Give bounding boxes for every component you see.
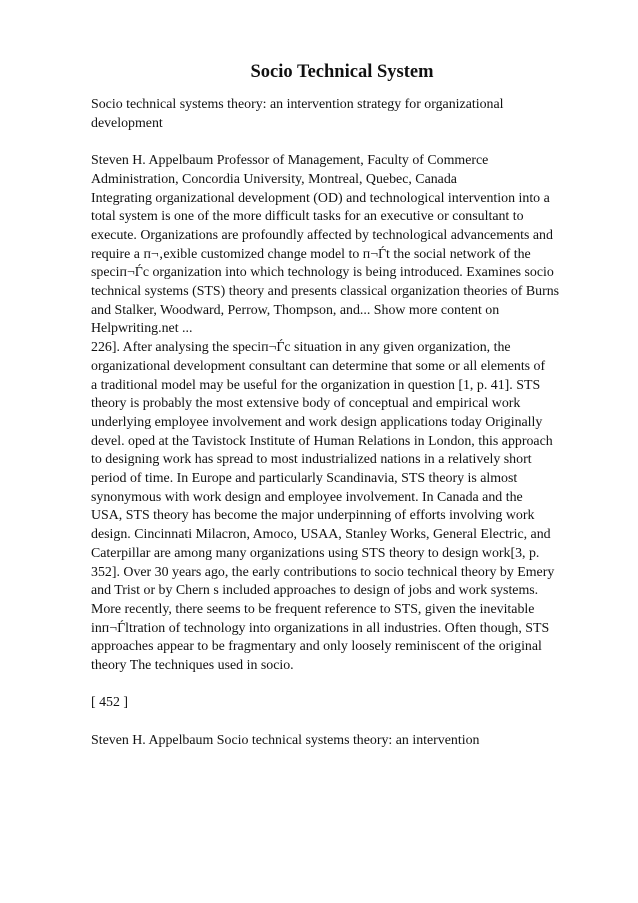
body-line: 226]. After analysing the speciп¬Ѓc situation in any given organization, the — [91, 340, 511, 356]
body-line: underlying employee involvement and work design applications today Originally — [91, 414, 543, 430]
footer-paragraph — [91, 732, 587, 751]
body-line: synonymous with work design and employee involvement. In Canada and the — [91, 489, 523, 505]
body-line: theory is probably the most extensive body of conceptual and empirical work — [91, 396, 521, 412]
body-line: USA, STS theory has become the major underpinning of efforts involving work — [91, 508, 535, 524]
subtitle-line: Socio technical systems theory: an intervention strategy for organizational — [91, 97, 504, 112]
page-marker-text: [ 452 ] — [91, 695, 129, 711]
body-line: total system is one of the more difficult tasks for an executive or consultant to — [91, 209, 524, 225]
body-line: approaches appear to be fragmentary and only loosely reminiscent of the original — [91, 639, 542, 655]
body-line: design. Cincinnati Milacron, Amoco, USAA, Stanley Works, General Electric, and — [91, 527, 551, 543]
body-line: Administration, Concordia University, Montreal, Quebec, Canada — [91, 171, 457, 187]
body-line: speciп¬Ѓc organization into which technology is being introduced. Examines socio — [91, 265, 554, 281]
document-page — [91, 60, 587, 751]
body-line: technical systems (STS) theory and presents classical organization theories of Burns — [91, 284, 560, 300]
paragraph-spacer — [91, 676, 587, 695]
body-line: More recently, there seems to be frequent reference to STS, given the inevitable — [91, 601, 535, 617]
body-line: Integrating organizational development (OD) and technological intervention into a — [91, 190, 550, 206]
body-line: Helpwriting.net ... — [91, 321, 193, 337]
page-marker — [91, 694, 587, 713]
body-line: theory The techniques used in socio. — [91, 658, 294, 674]
body-line: 352]. Over 30 years ago, the early contributions to socio technical theory by Emery — [91, 564, 555, 580]
body-line: Steven H. Appelbaum Professor of Management, Faculty of Commerce — [91, 153, 489, 169]
body-line: a traditional model may be useful for the organization in question [1, p. 41]. STS — [91, 377, 541, 393]
body-line: inп¬Ѓltration of technology into organizations in all industries. Often though, STS — [91, 620, 550, 636]
paragraph-spacer — [91, 713, 587, 732]
footer-line: Steven H. Appelbaum Socio technical systems theory: an intervention — [91, 732, 480, 748]
subtitle-paragraph — [91, 96, 587, 133]
body-line: execute. Organizations are profoundly affected by technological advancements and — [91, 227, 553, 243]
body-line: require a п¬‚exible customized change model to п¬Ѓt the social network of the — [91, 246, 531, 262]
body-line: devel. oped at the Tavistock Institute of Human Relations in London, this approach — [91, 433, 553, 449]
body-line: period of time. In Europe and particularly Scandinavia, STS theory is almost — [91, 471, 518, 487]
body-paragraph — [91, 152, 587, 676]
subtitle-line: development — [91, 115, 163, 131]
body-line: and Trist or by Chern s included approaches to design of jobs and work systems. — [91, 583, 539, 599]
body-line: to designing work has spread to most industrialized nations in a relatively short — [91, 452, 532, 468]
paragraph-spacer — [91, 133, 587, 152]
body-line: and Stalker, Woodward, Perrow, Thompson, and... Show more content on — [91, 302, 500, 318]
page-title: Socio Technical System — [250, 62, 434, 82]
body-line: organizational development consultant can determine that some or all elements of — [91, 358, 546, 374]
body-line: Caterpillar are among many organizations using STS theory to design work[3, p. — [91, 545, 540, 561]
